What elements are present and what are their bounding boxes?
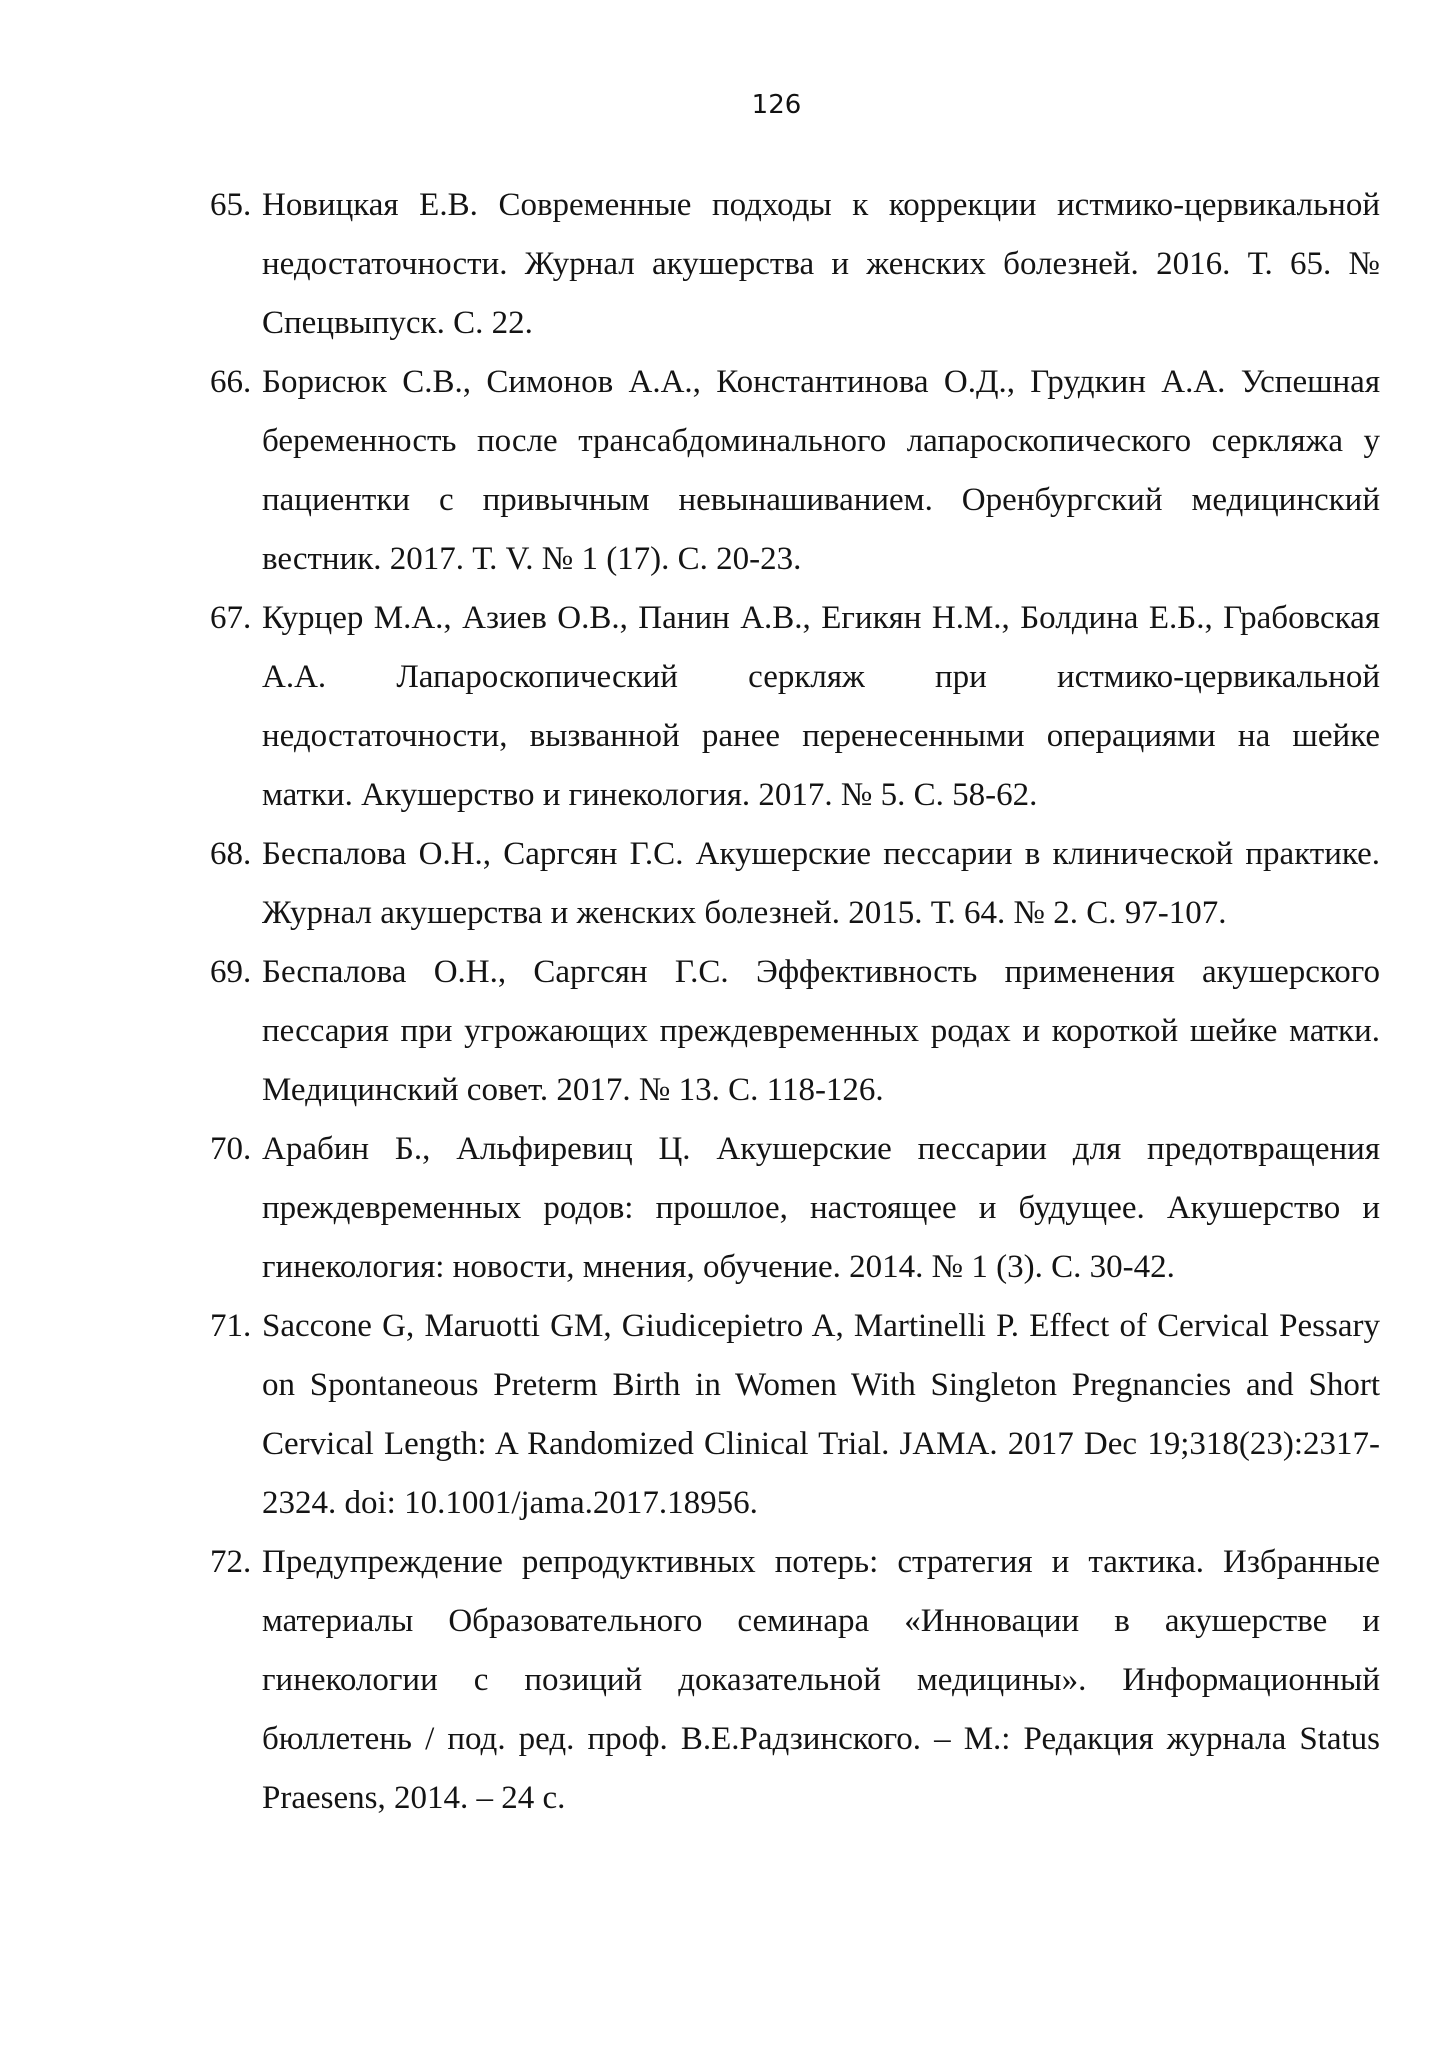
reference-number: 72. [210,1544,252,1580]
reference-text: Беспалова О.Н., Саргсян Г.С. Эффективность применения акушерского пессария при угрожающих преждевременных родах и короткой шейке матки. Медицинский совет. 2017. № 13. С. 118-126. [262,954,1380,1108]
reference-number: 70. [210,1131,252,1167]
reference-text: Новицкая Е.В. Современные подходы к коррекции истмико-цервикальной недостаточности. Журнал акушерства и женских болезней. 2016. Т. 65. № Спецвыпуск. С. 22. [262,187,1380,341]
reference-list [210,176,1380,1828]
reference-item [210,1297,1380,1533]
reference-number: 65. [210,187,252,223]
reference-item [210,1533,1380,1828]
reference-number: 66. [210,364,252,400]
reference-item [210,176,1380,353]
reference-number: 69. [210,954,252,990]
reference-item [210,943,1380,1120]
reference-number: 68. [210,836,252,872]
page-number: 126 [751,90,802,120]
reference-text: Беспалова О.Н., Саргсян Г.С. Акушерские пессарии в клинической практике. Журнал акушерства и женских болезней. 2015. Т. 64. № 2. С. 97-107. [262,836,1380,931]
reference-number: 71. [210,1308,252,1344]
reference-item [210,1120,1380,1297]
reference-text: Арабин Б., Альфиревиц Ц. Акушерские пессарии для предотвращения преждевременных родов: прошлое, настоящее и будущее. Акушерство и гинекология: новости, мнения, обучение. 2014. № 1 (3). С. 30-42. [262,1131,1380,1285]
reference-text: Борисюк С.В., Симонов А.А., Константинова О.Д., Грудкин А.А. Успешная беременность после трансабдоминального лапароскопического серкляжа у пациентки с привычным невынашиванием. Оренбургский медицинский вестник. 2017. Т. V. № 1 (17). С. 20-23. [262,364,1380,577]
reference-number: 67. [210,600,252,636]
reference-item [210,825,1380,943]
reference-text: Курцер М.А., Азиев О.В., Панин А.В., Егикян Н.М., Болдина Е.Б., Грабовская А.А. Лапароскопический серкляж при истмико-цервикальной недостаточности, вызванной ранее перенесенными операциями на шейке матки. Акушерство и гинекология. 2017. № 5. С. 58-62. [262,600,1380,813]
reference-item [210,589,1380,825]
reference-text: Saccone G, Maruotti GM, Giudicepietro A, Martinelli P. Effect of Cervical Pessary on Spontaneous Preterm Birth in Women With Singleton Pregnancies and Short Cervical Length: A Randomized Clinical Trial. JAMA. 2017 Dec 19;318(23):2317-2324. doi: 10.1001/jama.2017.18956. [262,1308,1380,1521]
reference-text: Предупреждение репродуктивных потерь: стратегия и тактика. Избранные материалы Образовательного семинара «Инновации в акушерстве и гинекологии с позиций доказательной медицины». Информационный бюллетень / под. ред. проф. В.Е.Радзинского. – М.: Редакция журнала Status Praesens, 2014. – 24 с. [262,1544,1380,1816]
reference-item [210,353,1380,589]
